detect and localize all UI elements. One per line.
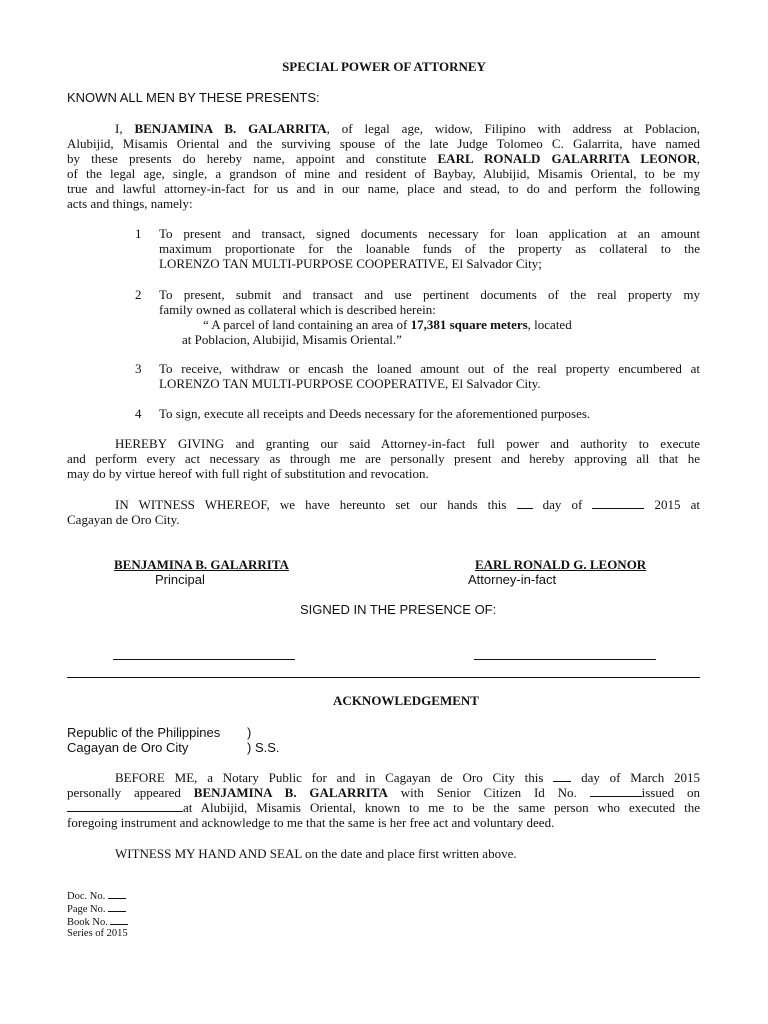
principal-name: BENJAMINA B. GALARRITA xyxy=(134,121,327,136)
witness-line-2: Cagayan de Oro City. xyxy=(67,512,180,527)
item-number: 2 xyxy=(135,287,142,302)
venue-city: Cagayan de Oro City xyxy=(67,740,189,755)
item-2-line-1: To present, submit and transact and use pertinent documents of the real property my xyxy=(159,287,700,302)
item-1-line-3: LORENZO TAN MULTI-PURPOSE COOPERATIVE, El Salvador City; xyxy=(159,256,542,271)
item-3-line-1: To receive, withdraw or encash the loaned amount out of the real property encumbered at xyxy=(159,361,700,376)
before-me-line-2: personally appeared BENJAMINA B. GALARRITA with Senior Citizen Id No. issued on xyxy=(67,785,700,800)
hereby-line-2: and perform every act necessary as through me are personally present and hereby approving all that he xyxy=(67,451,700,466)
book-number: Book No. xyxy=(67,915,128,929)
witness-signature-line-left xyxy=(113,659,295,660)
venue-country: Republic of the Philippines xyxy=(67,725,221,740)
doc-number: Doc. No. xyxy=(67,889,126,903)
month-blank xyxy=(592,497,644,509)
principal-signature-name: BENJAMINA B. GALARRITA xyxy=(114,557,289,572)
item-4-line-1: To sign, execute all receipts and Deeds necessary for the aforementioned purposes. xyxy=(159,406,591,421)
venue-bracket: ) xyxy=(247,725,252,740)
attorney-signature-name: EARL RONALD G. LEONOR xyxy=(475,557,647,572)
paragraph-appointment-line-4: of the legal age, single, a grandson of mine and resident of Baybay, Alubijid, Misamis Oriental, to be my xyxy=(67,166,700,181)
acknowledgement-title: ACKNOWLEDGEMENT xyxy=(333,693,479,708)
page-number-blank xyxy=(108,902,126,912)
witness-line-1: IN WITNESS WHEREOF, we have hereunto set our hands this day of 2015 at xyxy=(115,497,700,512)
series-year: Series of 2015 xyxy=(67,928,128,939)
item-number: 1 xyxy=(135,226,142,241)
item-number: 3 xyxy=(135,361,142,376)
before-me-line-1: BEFORE ME, a Notary Public for and in Cagayan de Oro City this day of March 2015 xyxy=(115,770,700,785)
principal-role: Principal xyxy=(155,572,205,587)
issue-date-blank xyxy=(67,800,183,812)
paragraph-appointment-line-6: acts and things, namely: xyxy=(67,196,193,211)
presence-heading: SIGNED IN THE PRESENCE OF: xyxy=(300,602,497,617)
intro-line: KNOWN ALL MEN BY THESE PRESENTS: xyxy=(67,90,320,105)
seal-line: WITNESS MY HAND AND SEAL on the date and place first written above. xyxy=(115,846,517,861)
item-2-quote-line-1: “ A parcel of land containing an area of 17,381 square meters, located xyxy=(203,317,572,332)
section-divider xyxy=(67,677,700,678)
ack-principal-name: BENJAMINA B. GALARRITA xyxy=(193,785,388,800)
attorney-name: EARL RONALD GALARRITA LEONOR xyxy=(437,151,697,166)
page-number: Page No. xyxy=(67,902,126,916)
item-number: 4 xyxy=(135,406,142,421)
hereby-line-1: HEREBY GIVING and granting our said Attorney-in-fact full power and authority to execute xyxy=(115,436,700,451)
paragraph-appointment-line-5: true and lawful attorney-in-fact for us and in our name, place and stead, to do and perform the following xyxy=(67,181,700,196)
item-1-line-2: maximum proportionate for the loanable funds of the property as collateral to the xyxy=(159,241,700,256)
paragraph-appointment-line-2: Alubijid, Misamis Oriental and the surviving spouse of the late Judge Tolomeo C. Galarrita, have named xyxy=(67,136,700,151)
paragraph-appointment-line-1: I, BENJAMINA B. GALARRITA, of legal age, widow, Filipino with address at Poblacion, xyxy=(115,121,700,136)
before-me-line-4: foregoing instrument and acknowledge to me that the same is her free act and voluntary deed. xyxy=(67,815,555,830)
ack-day-blank xyxy=(553,770,571,782)
doc-number-blank xyxy=(108,889,126,899)
hereby-line-3: may do by virtue hereof with full right of substitution and revocation. xyxy=(67,466,429,481)
before-me-line-3: at Alubijid, Misamis Oriental, known to me to be the same person who executed the xyxy=(67,800,700,815)
item-2-line-2: family owned as collateral which is described herein: xyxy=(159,302,436,317)
paragraph-appointment-line-3: by these presents do hereby name, appoint and constitute EARL RONALD GALARRITA LEONOR, xyxy=(67,151,700,166)
day-blank xyxy=(517,497,533,509)
document-title: SPECIAL POWER OF ATTORNEY xyxy=(282,59,486,74)
venue-ss: ) S.S. xyxy=(247,740,280,755)
item-2-quote-line-2: at Poblacion, Alubijid, Misamis Oriental.” xyxy=(182,332,402,347)
id-number-blank xyxy=(590,785,642,797)
attorney-role: Attorney-in-fact xyxy=(468,572,557,587)
item-3-line-2: LORENZO TAN MULTI-PURPOSE COOPERATIVE, El Salvador City. xyxy=(159,376,541,391)
item-1-line-1: To present and transact, signed documents necessary for loan application at an amount xyxy=(159,226,700,241)
witness-signature-line-right xyxy=(474,659,656,660)
land-area: 17,381 square meters xyxy=(410,317,528,332)
book-number-blank xyxy=(110,915,128,925)
